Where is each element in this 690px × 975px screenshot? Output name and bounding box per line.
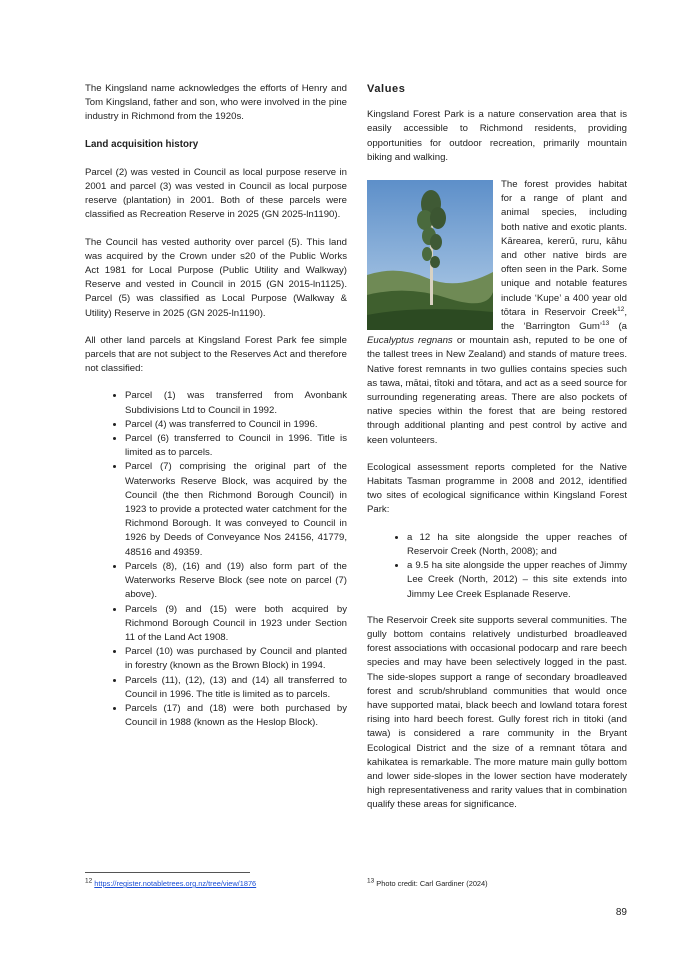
list-item: • Parcels (17) and (18) were both purchased by Council in 1988 (known as the Heslop Block). xyxy=(125,702,347,730)
list-item: • Parcels (9) and (15) were both acquired by Richmond Borough Council in 1923 under Section 11 of the Land Act 1908. xyxy=(125,603,347,646)
values-heading: Values xyxy=(367,83,406,95)
notable-trees-link[interactable]: https://register.notabletrees.org.nz/tree/view/1876 xyxy=(94,879,257,888)
page-number: 89 xyxy=(615,907,627,918)
list-item: • Parcel (7) comprising the original part of the Waterworks Reserve Block, was acquired by the Council (the then Richmond Borough Council) in 1923 to provide a protected water catchment for the Richmond Borough. It was conveyed to Council in 1926 by Deeds of Conveyance Nos 24156, 41779, 48516 and 49359. xyxy=(125,460,347,559)
list-item: • Parcel (10) was purchased by Council and planted in forestry (known as the Brown Block) in 1994. xyxy=(125,645,347,673)
list-item: • Parcel (4) was transferred to Council in 1996. xyxy=(125,418,347,432)
list-item: • Parcels (8), (16) and (19) also form part of the Waterworks Reserve Block (see note on parcel (7) above). xyxy=(125,560,347,603)
parcel-5-paragraph: The Council has vested authority over parcel (5). This land was acquired by the Crown under s20 of the Public Works Act 1981 for Local Purpose (Public Utility and Walkway) Reserve and vested in Council in 2015 (GN 2015-ln1125). Parcel (5) was classified as Local Purpose (Walkway & Utility) Reserve in 2025 (GN 2025-ln1190). xyxy=(85,236,347,319)
ecological-assessment-paragraph: Ecological assessment reports completed for the Native Habitats Tasman programme in 2008 and 2012, identified two sites of ecological significance within Kingsland Forest Park: xyxy=(367,461,627,516)
footnote-rule xyxy=(85,872,250,873)
left-column xyxy=(85,82,347,742)
footnote-13: $^{13}$ Photo credit: Carl Gardiner (2024) xyxy=(367,877,488,888)
habitat-paragraph: The forest provides habitat for a range of plant and animal species, including both native and exotic plants. Kārearea, kererū, ruru, kāhu and other native birds are often seen in the Park. Some unique and notable features include ‘Kupe’ a 400 year old tōtara in Reservoir Creek$^{12}$, the ‘Barrington Gum’$^{13}$ (a Eucalyptus regnans or mountain ash, reputed to be one of the tallest trees in New Zealand) and stands of mature trees. Native forest remnants in two gullies contains species such as tawa, mātai, tītoki and tōtara, and act as a seed source for surrounding regenerating areas. There are also pockets of native species within the forest that are being restored through additional planting and pest control by active and keen volunteers. xyxy=(367,179,628,446)
values-intro-paragraph: Kingsland Forest Park is a nature conservation area that is easily accessible to Richmond residents, providing opportunities for outdoor recreation, primarily mountain biking and walking. xyxy=(367,109,627,163)
list-item: • a 12 ha site alongside the upper reaches of Reservoir Creek (North, 2008); and xyxy=(407,531,627,559)
barrington-gum-photo xyxy=(367,180,493,330)
list-item: • a 9.5 ha site alongside the upper reaches of Jimmy Lee Creek (North, 2012) – this site extends into Jimmy Lee Creek Esplanade Reserve. xyxy=(407,559,627,602)
list-item: • Parcel (6) transferred to Council in 1996. Title is limited as to parcels. xyxy=(125,432,347,460)
land-acquisition-heading: Land acquisition history xyxy=(85,138,199,150)
intro-paragraph: The Kingsland name acknowledges the efforts of Henry and Tom Kingsland, father and son, who were involved in the pine industry in Richmond from the 1920s. xyxy=(85,83,347,123)
right-column xyxy=(367,82,627,826)
list-item: • Parcels (11), (12), (13) and (14) all transferred to Council in 1996. The title is limited as to parcels. xyxy=(125,674,347,702)
footnote-12: $^{12}$ https://register.notabletrees.org.nz/tree/view/1876 xyxy=(85,877,257,888)
parcel-2-3-paragraph: Parcel (2) was vested in Council as local purpose reserve in 2001 and parcel (3) was vested in Council as local purpose reserve (plantation) in 2001. Both of these parcels were classified as Recreation Reserve in 2025 (GN 2025-ln1190). xyxy=(85,166,347,221)
list-item: • Parcel (1) was transferred from Avonbank Subdivisions Ltd to Council in 1992. xyxy=(125,389,347,417)
reservoir-creek-paragraph: The Reservoir Creek site supports several communities. The gully bottom contains relatively undisturbed broadleaved forest associations with occasional podocarp and rare beech species and may have been selectively logged in the past. The side-slopes support a range of secondary broadleaved forest and scrub/shrubland communities that would once have supported matai, black beech and lowland totara forest rising into hard beech forest. Gully forest rich in titoki (and tawa) is considered a rare community in the Bryant Ecological District and the size of a remnant tōtara and kahikatea is remarkable. The more mature main gully bottom and lower side-slopes in the lower section have moderately high representativeness and rarity values that in combination qualify these areas for significance. xyxy=(367,614,627,811)
other-parcels-paragraph: All other land parcels at Kingsland Forest Park fee simple parcels that are not subject to the Reserves Act and therefore not classified: xyxy=(85,334,347,375)
sites-list xyxy=(367,531,627,602)
parcel-list xyxy=(85,389,347,730)
